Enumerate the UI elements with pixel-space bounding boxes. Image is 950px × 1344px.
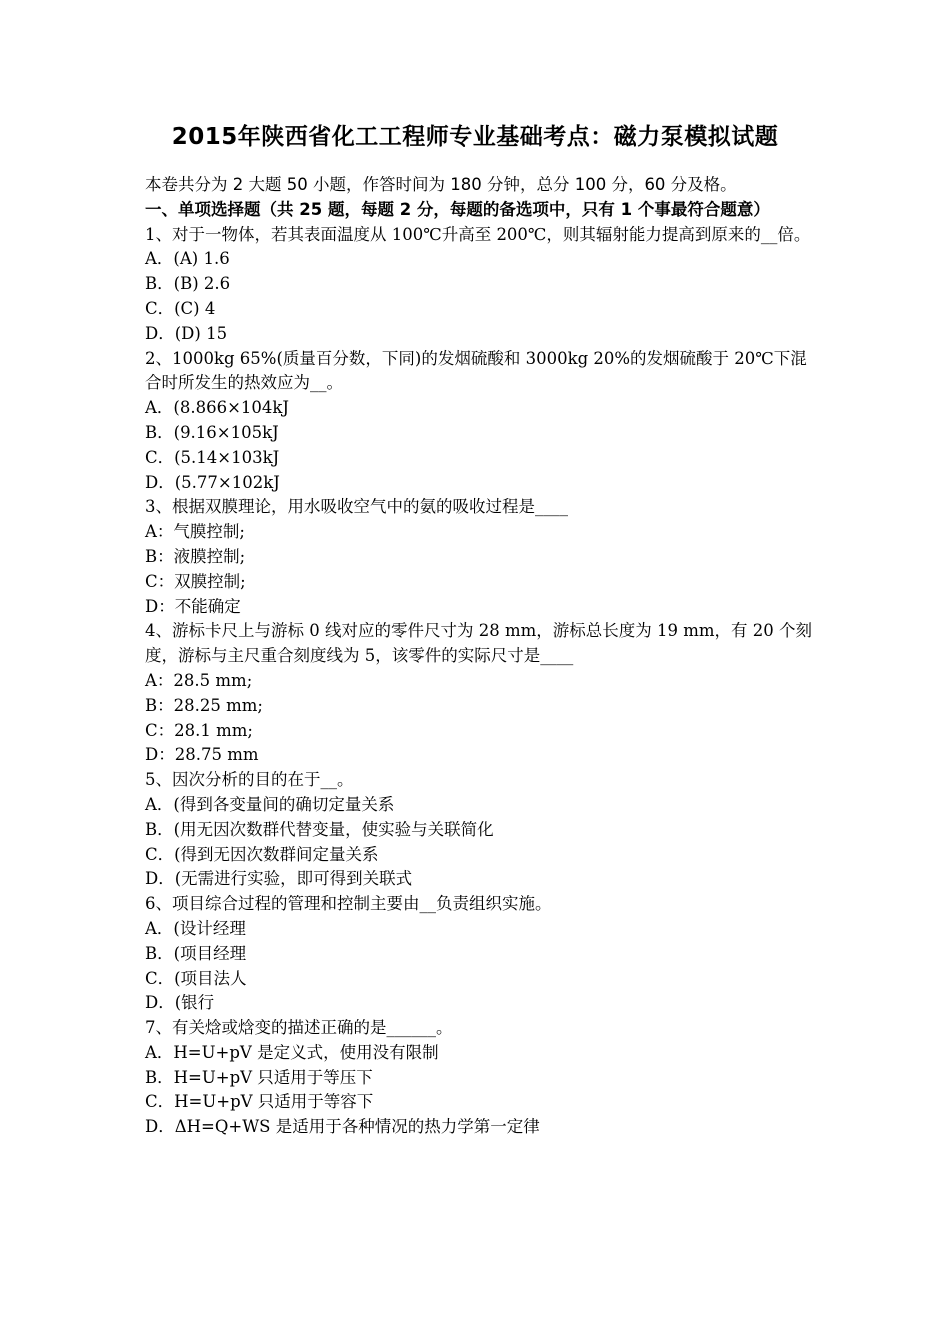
question-stem: 4、游标卡尺上与游标 0 线对应的零件尺寸为 28 mm，游标总长度为 19 mm，有 20 个刻度，游标与主尺重合刻度线为 5，该零件的实际尺寸是____: [145, 621, 813, 666]
exam-intro: 本卷共分为 2 大题 50 小题，作答时间为 180 分钟，总分 100 分，60 分及格。: [145, 175, 737, 194]
question-stem: 1、对于一物体，若其表面温度从 100℃升高至 200℃，则其辐射能力提高到原来的__倍。: [145, 224, 811, 244]
option-c: C：28.1 mm;: [145, 720, 253, 740]
question-stem: 6、项目综合过程的管理和控制主要由__负责组织实施。: [145, 894, 552, 914]
option-a: A．(8.866×104kJ: [145, 398, 290, 418]
option-c: C．(项目法人: [145, 968, 247, 988]
option-c: C：双膜控制;: [145, 571, 246, 591]
option-d: D．(无需进行实验，即可得到关联式: [145, 869, 413, 889]
option-b: B：28.25 mm;: [145, 695, 263, 715]
option-d: D．(5.77×102kJ: [145, 472, 280, 492]
question-stem: 7、有关焓或焓变的描述正确的是______。: [145, 1018, 453, 1038]
option-b: B：液膜控制;: [145, 546, 246, 566]
question-block: [145, 892, 815, 1016]
question-block: [145, 1016, 815, 1140]
option-a: A．H=U+pV 是定义式，使用没有限制: [145, 1042, 439, 1062]
option-a: A．(得到各变量间的确切定量关系: [145, 794, 395, 814]
option-c: C．H=U+pV 只适用于等容下: [145, 1092, 374, 1112]
document-title: 2015年陕西省化工工程师专业基础考点：磁力泵模拟试题: [171, 124, 779, 150]
option-c: C．(C) 4: [145, 298, 216, 318]
option-d: D．ΔH=Q+WS 是适用于各种情况的热力学第一定律: [145, 1117, 540, 1137]
option-a: A：气膜控制;: [145, 522, 245, 542]
option-b: B．(用无因次数群代替变量，使实验与关联简化: [145, 819, 494, 839]
section-heading: 一、单项选择题（共 25 题，每题 2 分，每题的备选项中，只有 1 个事最符合题意）: [145, 199, 770, 219]
question-stem: 3、根据双膜理论，用水吸收空气中的氨的吸收过程是____: [145, 497, 568, 517]
question-block: [145, 223, 815, 347]
option-c: C．(5.14×103kJ: [145, 447, 280, 467]
option-d: D：不能确定: [145, 596, 241, 616]
question-stem: 2、1000kg 65%(质量百分数，下同)的发烟硫酸和 3000kg 20%的发烟硫酸于 20℃下混合时所发生的热效应为__。: [145, 348, 807, 393]
option-a: A．(设计经理: [145, 918, 246, 938]
option-b: B．H=U+pV 只适用于等压下: [145, 1067, 373, 1087]
option-d: D．(银行: [145, 993, 215, 1013]
document-body: [145, 173, 815, 1140]
option-c: C．(得到无因次数群间定量关系: [145, 844, 379, 864]
option-b: B．(B) 2.6: [145, 274, 231, 294]
option-d: D：28.75 mm: [145, 745, 259, 765]
question-block: [145, 768, 815, 892]
option-b: B．(9.16×105kJ: [145, 422, 279, 442]
question-block: [145, 495, 815, 619]
option-b: B．(项目经理: [145, 943, 247, 963]
option-d: D．(D) 15: [145, 323, 228, 343]
option-a: A：28.5 mm;: [145, 670, 253, 690]
question-block: [145, 347, 815, 496]
question-block: [145, 619, 815, 768]
option-a: A．(A) 1.6: [145, 249, 230, 269]
question-stem: 5、因次分析的目的在于__。: [145, 770, 354, 790]
